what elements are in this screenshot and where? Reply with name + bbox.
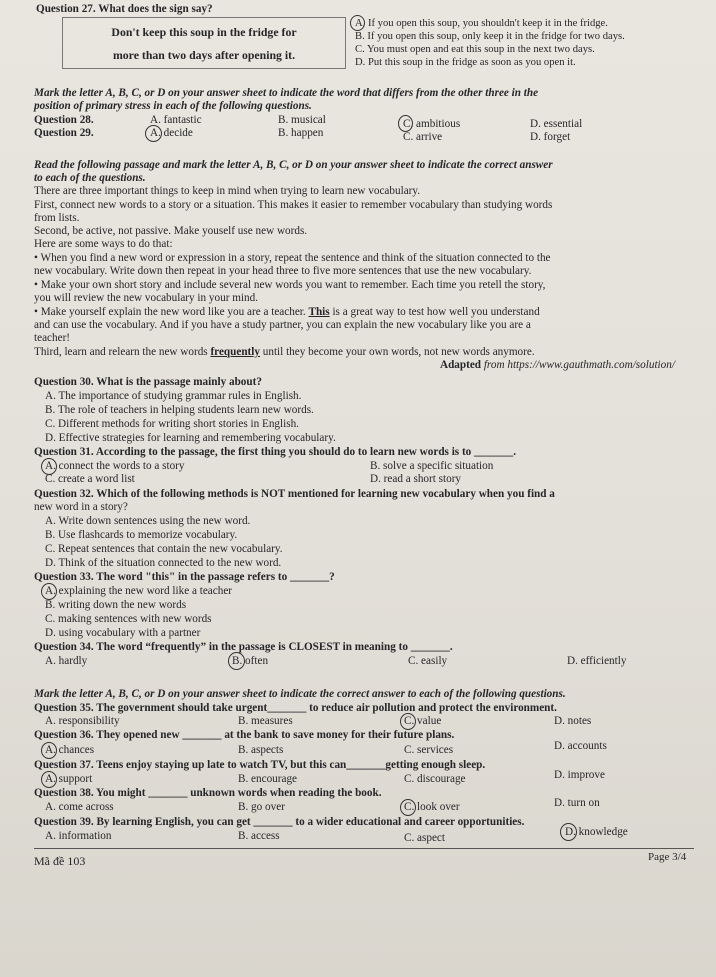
passage-line: from lists. — [34, 212, 80, 224]
q34-option-d: D. efficiently — [567, 655, 627, 667]
q39-option-a: A. information — [45, 830, 112, 842]
q31-option-a: A. connect the words to a story — [45, 460, 185, 472]
q37-option-b: B. encourage — [238, 773, 298, 785]
passage-source — [440, 359, 675, 372]
answer-circle-mark — [41, 742, 57, 759]
q29-option-b: B. happen — [278, 127, 324, 139]
answer-circle-mark — [560, 823, 577, 841]
q35-option-d: D. notes — [554, 715, 592, 727]
passage-line: you will review the new vocabulary in your mind. — [34, 292, 259, 304]
q27-stem: Question 27. What does the sign say? — [36, 3, 213, 15]
passage-text: until they become your own words, not new words anymore. — [259, 346, 535, 358]
reading-instruction-line1: Read the following passage and mark the letter A, B, C, or D on your answer sheet to indicate the correct answer — [34, 159, 553, 171]
q34-option-b: B. often — [232, 655, 269, 667]
q29-option-a: A. decide — [150, 127, 193, 139]
q27-option-d: D. Put this soup in the fridge as soon as you open it. — [355, 57, 576, 68]
passage-line: new vocabulary. Write down then repeat in your head three to five more sentences that use the new vocabulary. — [34, 265, 532, 277]
q32-option-d: D. Think of the situation connected to the new word. — [45, 557, 282, 569]
q39-option-c: C. aspect — [404, 832, 446, 844]
q39-option-d: D. knowledge — [565, 826, 628, 838]
q34-option-a: A. hardly — [45, 655, 88, 667]
q27-option-b: B. If you open this soup, only keep it in the fridge for two days. — [355, 31, 625, 42]
answer-circle-mark — [398, 115, 413, 132]
q35-option-b: B. measures — [238, 715, 293, 727]
q33-option-d: D. using vocabulary with a partner — [45, 627, 201, 639]
source-url: from https://www.gauthmath.com/solution/ — [481, 359, 675, 371]
q31-option-d: D. read a short story — [370, 473, 462, 485]
answer-circle-mark — [400, 713, 416, 730]
source-adapted: Adapted — [440, 359, 482, 371]
q31-option-c: C. create a word list — [45, 473, 135, 485]
passage-text: Third, learn and relearn the new words — [34, 346, 211, 358]
sign-text-line2: more than two days after opening it. — [112, 48, 296, 62]
q39-stem: Question 39. By learning English, you can get _______ to a wider educational and career opportunities. — [34, 816, 525, 828]
q36-option-a: A. chances — [45, 744, 95, 756]
footer-divider — [34, 848, 694, 849]
q34-option-c: C. easily — [408, 655, 448, 667]
q32-option-c: C. Repeat sentences that contain the new vocabulary. — [45, 543, 283, 555]
q30-option-b: B. The role of teachers in helping students learn new words. — [45, 404, 314, 416]
q33-option-b: B. writing down the new words — [45, 599, 187, 611]
passage-line: Here are some ways to do that: — [34, 238, 173, 250]
q34-stem: Question 34. The word “frequently” in the passage is CLOSEST in meaning to _______. — [34, 641, 453, 653]
q28-option-d: D. essential — [530, 118, 583, 130]
sign-box — [62, 17, 346, 69]
vocab-instruction: Mark the letter A, B, C, or D on your answer sheet to indicate the correct answer to each of the following questions. — [34, 688, 566, 700]
q38-option-a: A. come across — [45, 801, 114, 813]
passage-text: is a great way to test how well you understand — [329, 306, 540, 318]
q36-stem: Question 36. They opened new _______ at the bank to save money for their future plans. — [34, 729, 455, 741]
q35-stem: Question 35. The government should take urgent_______ to reduce air pollution and protect the environment. — [34, 702, 557, 714]
answer-circle-mark — [400, 799, 416, 816]
q36-option-c: C. services — [404, 744, 454, 756]
q33-option-a: A. explaining the new word like a teacher — [45, 585, 233, 597]
passage-line — [34, 346, 535, 359]
q32-option-a: A. Write down sentences using the new word. — [45, 515, 251, 527]
page-number: Page 3/4 — [648, 851, 687, 863]
q36-option-b: B. aspects — [238, 744, 284, 756]
passage-line: teacher! — [34, 332, 71, 344]
q28-option-c: C. ambitious — [403, 118, 461, 130]
q27-option-a: A. If you open this soup, you shouldn't keep it in the fridge. — [355, 18, 608, 29]
q29-label: Question 29. — [34, 127, 94, 139]
q29-option-d: D. forget — [530, 131, 571, 143]
q33-stem: Question 33. The word "this" in the passage refers to _______? — [34, 571, 335, 583]
q37-option-c: C. discourage — [404, 773, 466, 785]
answer-circle-mark — [145, 125, 162, 142]
q28-option-b: B. musical — [278, 114, 326, 126]
q37-option-d: D. improve — [554, 769, 605, 781]
q38-option-c: C. look over — [404, 801, 460, 813]
q37-option-a: A. support — [45, 773, 93, 785]
q30-option-a: A. The importance of studying grammar rules in English. — [45, 390, 302, 402]
answer-circle-mark — [41, 771, 57, 788]
q32-stem-line1: Question 32. Which of the following methods is NOT mentioned for learning new vocabulary when you find a — [34, 488, 555, 500]
passage-line: There are three important things to keep in mind when trying to learn new vocabulary. — [34, 185, 421, 197]
highlighted-word-frequently: frequently — [210, 346, 260, 358]
q35-option-c: C. value — [404, 715, 442, 727]
answer-circle-mark — [41, 583, 57, 600]
q29-option-c: C. arrive — [403, 131, 443, 143]
q35-option-a: A. responsibility — [45, 715, 120, 727]
q38-option-b: B. go over — [238, 801, 285, 813]
q31-option-b: B. solve a specific situation — [370, 460, 494, 472]
q38-option-d: D. turn on — [554, 797, 600, 809]
passage-line: • Make your own short story and include several new words you want to remember. Each time you retell the story, — [34, 279, 546, 291]
highlighted-word-this: This — [308, 306, 330, 318]
q39-option-b: B. access — [238, 830, 280, 842]
answer-circle-mark — [228, 652, 245, 670]
answer-circle-mark — [350, 15, 365, 31]
stress-instruction-line1: Mark the letter A, B, C, or D on your answer sheet to indicate the word that differs from the other three in the — [34, 87, 539, 99]
passage-line: Second, be active, not passive. Make youself use new words. — [34, 225, 308, 237]
reading-instruction-line2: to each of the questions. — [34, 172, 146, 184]
q30-option-d: D. Effective strategies for learning and remembering vocabulary. — [45, 432, 336, 444]
stress-instruction-line2: position of primary stress in each of the following questions. — [34, 100, 312, 112]
q31-stem: Question 31. According to the passage, the first thing you should do to learn new words is to _______. — [34, 446, 517, 458]
sign-text-line1: Don't keep this soup in the fridge for — [111, 25, 297, 39]
passage-line: • When you find a new word or expression in a story, repeat the sentence and think of the situation connected to the — [34, 252, 551, 264]
q27-option-c: C. You must open and eat this soup in the next two days. — [355, 44, 595, 55]
q38-stem: Question 38. You might _______ unknown words when reading the book. — [34, 787, 382, 799]
q30-stem: Question 30. What is the passage mainly about? — [34, 376, 262, 388]
passage-line — [34, 306, 540, 319]
passage-line: First, connect new words to a story or a situation. This makes it easier to remember vocabulary than studying words — [34, 199, 553, 211]
q28-label: Question 28. — [34, 114, 94, 126]
passage-line: and can use the vocabulary. And if you have a study partner, you can explain the new vocabulary like you are a — [34, 319, 531, 331]
exam-code: Mã đề 103 — [34, 854, 86, 868]
q37-stem: Question 37. Teens enjoy staying up late to watch TV, but this can_______getting enough sleep. — [34, 759, 486, 771]
q36-option-d: D. accounts — [554, 740, 607, 752]
q30-option-c: C. Different methods for writing short stories in English. — [45, 418, 299, 430]
q32-stem-line2: new word in a story? — [34, 501, 128, 513]
q28-option-a: A. fantastic — [150, 114, 202, 126]
q32-option-b: B. Use flashcards to memorize vocabulary. — [45, 529, 238, 541]
passage-text: • Make yourself explain the new word like you are a teacher. — [34, 306, 309, 318]
answer-circle-mark — [41, 458, 57, 475]
q33-option-c: C. making sentences with new words — [45, 613, 212, 625]
